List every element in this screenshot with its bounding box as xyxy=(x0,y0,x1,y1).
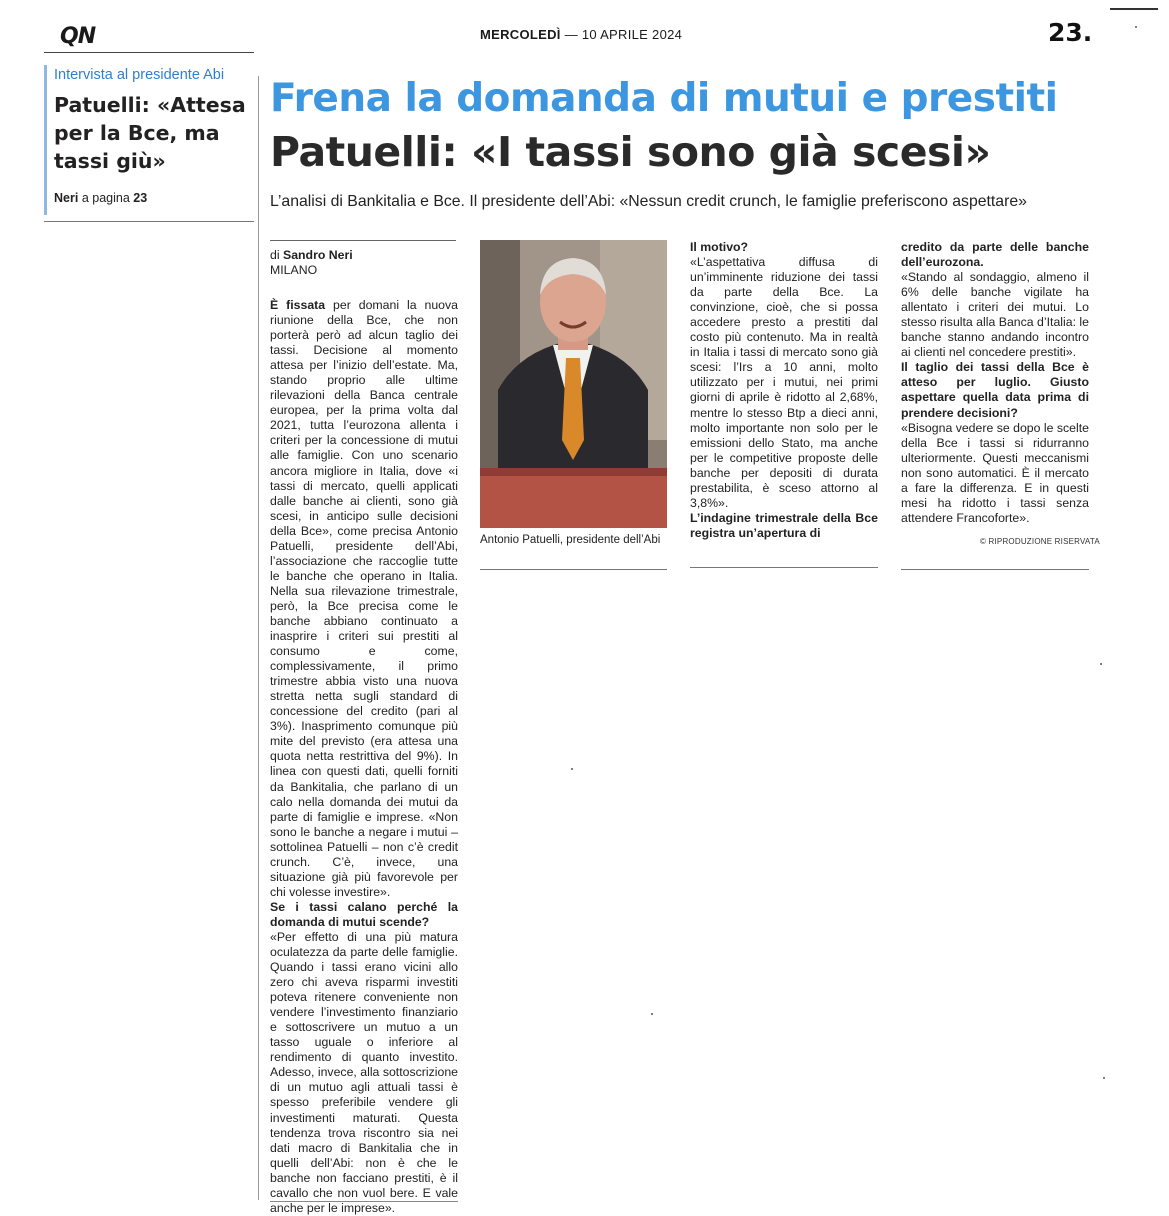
corner-rule xyxy=(1110,8,1158,10)
header-rule xyxy=(44,52,254,53)
article-column-1 xyxy=(270,298,458,1216)
column-end-rule xyxy=(270,1201,458,1202)
page-number: 23. xyxy=(1048,18,1093,47)
article-kicker: Frena la domanda di mutui e prestiti xyxy=(270,76,1058,121)
question-text: Se i tassi calano perché la domanda di mutui scende? xyxy=(270,899,458,929)
teaser-box xyxy=(44,63,254,222)
caption-rule xyxy=(480,569,667,570)
article-column-3 xyxy=(690,240,878,541)
scan-speck xyxy=(1103,1077,1105,1079)
interview-answer: «Bisogna vedere se dopo le scelte della Bce i tassi si ridurranno ulteriormente. Questi meccanismi non sono automatici. È il mercato a fare la differenza. E in questi mesi ha ridotto i tassi senza attendere Francoforte». xyxy=(901,420,1089,525)
interview-answer: «Stando al sondaggio, almeno il 6% delle banche vigilate ha allentato i criteri dei mutui. Lo stesso risulta alla Banca d’Italia: le banche stanno andando incontro ai clienti nel concedere prestiti». xyxy=(901,270,1089,360)
portrait-illustration xyxy=(480,240,667,528)
teaser-kicker: Intervista al presidente Abi xyxy=(54,67,225,83)
teaser-accent-bar xyxy=(44,65,47,215)
teaser-author: Neri xyxy=(54,191,79,205)
question-text: L’indagine trimestrale della Bce registra un’apertura di xyxy=(690,510,878,540)
question-text: Il taglio dei tassi della Bce è atteso per luglio. Giusto aspettare quella data prima di prendere decisioni? xyxy=(901,360,1089,420)
interview-question xyxy=(690,240,878,255)
portrait-photo xyxy=(480,240,667,528)
scan-speck xyxy=(651,1013,653,1015)
issue-date xyxy=(480,27,682,42)
scan-speck xyxy=(1100,663,1102,665)
question-text: credito da parte delle banche dell’eurozona. xyxy=(901,240,1089,270)
newspaper-logo: QN xyxy=(60,24,96,49)
byline-author: Sandro Neri xyxy=(283,248,353,262)
article-headline: Patuelli: «I tassi sono già scesi» xyxy=(270,128,991,176)
paragraph xyxy=(270,298,458,900)
question-text: Il motivo? xyxy=(690,240,749,254)
lead-words: È fissata xyxy=(270,298,326,312)
column-divider xyxy=(258,76,259,1200)
interview-answer: «L’aspettativa diffusa di un’imminente riduzione dei tassi da parte della Bce. La convinzione, cioè, che si possa accedere presto a prestiti dal costo più contenuto. Ma in realtà in Italia i tassi di mercato sono già scesi: l’Irs a 10 anni, molto utilizzato per i mutui, nei primi giorni di aprile è ridotto al 2,68%, mentre lo stesso Btp a dieci anni, molto importante non solo per le emissioni dello Stato, ma anche per le competitive proposte delle banche per depositi di durata prestabilita, è sceso attorno al 3,8%». xyxy=(690,255,878,510)
teaser-title: Patuelli: «Attesa per la Bce, ma tassi giù» xyxy=(54,93,246,173)
column-end-rule xyxy=(690,567,878,568)
issue-date-text: — 10 APRILE 2024 xyxy=(564,27,683,42)
interview-answer: «Per effetto di una più matura oculatezza da parte delle famiglie. Quando i tassi erano vicini allo zero chi aveva risparmi investiti poteva ritenere conveniente non vendere l’investimento finanziario e sottoscrivere un mutuo a un tasso uguale o inferiore al rendimento di quanto investito. Adesso, invece, alla sottoscrizione di un mutuo agli attuali tassi è spesso preferibile vendere gli investimenti maturati. Questa tendenza trova riscontro sia nei dati macro di Bankitalia che in quelli dell’Abi: non è che le banche non facciano prestiti, è il cavallo che non vuol bere. E vale anche per le imprese». xyxy=(270,929,458,1215)
issue-weekday: MERCOLEDÌ xyxy=(480,27,561,42)
scan-speck xyxy=(571,768,573,770)
photo-caption: Antonio Patuelli, presidente dell’Abi xyxy=(480,534,661,546)
copyright-notice: © RIPRODUZIONE RISERVATA xyxy=(980,537,1100,546)
interview-question xyxy=(270,900,458,930)
byline-prefix: di xyxy=(270,248,280,262)
interview-question xyxy=(901,360,1089,420)
interview-question xyxy=(901,240,1089,270)
scan-speck xyxy=(1135,26,1137,28)
byline xyxy=(270,248,353,278)
article-subhead: L’analisi di Bankitalia e Bce. Il presidente dell’Abi: «Nessun credit crunch, le famiglie preferiscono aspettare» xyxy=(270,193,1027,210)
teaser-ref-text: a pagina xyxy=(81,191,130,205)
byline-location: MILANO xyxy=(270,263,318,277)
column-end-rule xyxy=(901,569,1089,570)
article-column-4 xyxy=(901,240,1089,526)
teaser-ref-number: 23 xyxy=(133,191,148,205)
interview-question xyxy=(690,511,878,541)
paragraph-text: per domani la nuova riunione della Bce, che non porterà però ad alcun taglio dei tassi. Decisione al momento attesa per l’inizio dell’estate. Ma, stando proprio alle ultime rilevazioni della Banca centrale europea, per la prima volta dal 2021, tutta l’eurozona allenta i criteri per la concessione di mutui alle famiglie. Con uno scenario ancora migliore in Italia, dove «i tassi di mercato, quelli applicati dalle banche ai clienti, sono già scesi, in anticipo sulle decisioni della Bce», come precisa Antonio Patuelli, presidente dell’Abi, l’associazione che raccoglie tutte le banche che operano in Italia. Nella sua rilevazione trimestrale, però, la Bce precisa come le banche abbiano continuato a inasprire i criteri sui prestiti al consumo e come, complessivamente, il primo trimestre abbia visto una nuova stretta netta sugli standard di concessione del credito (pari al 3%). Inasprimento comunque più mite del previsto (era attesa una quota netta restrittiva del 9%). In linea con questi dati, quelli forniti da Bankitalia, che parlano di un calo nella domanda dei mutui da parte di famiglie e imprese. «Non sono le banche a negare i mutui – sottolinea Patuelli – non c’è credit crunch. C’è, invece, una situazione già più favorevole per chi volesse investire». xyxy=(270,298,458,899)
byline-rule xyxy=(270,240,456,241)
teaser-page-ref xyxy=(54,191,147,205)
